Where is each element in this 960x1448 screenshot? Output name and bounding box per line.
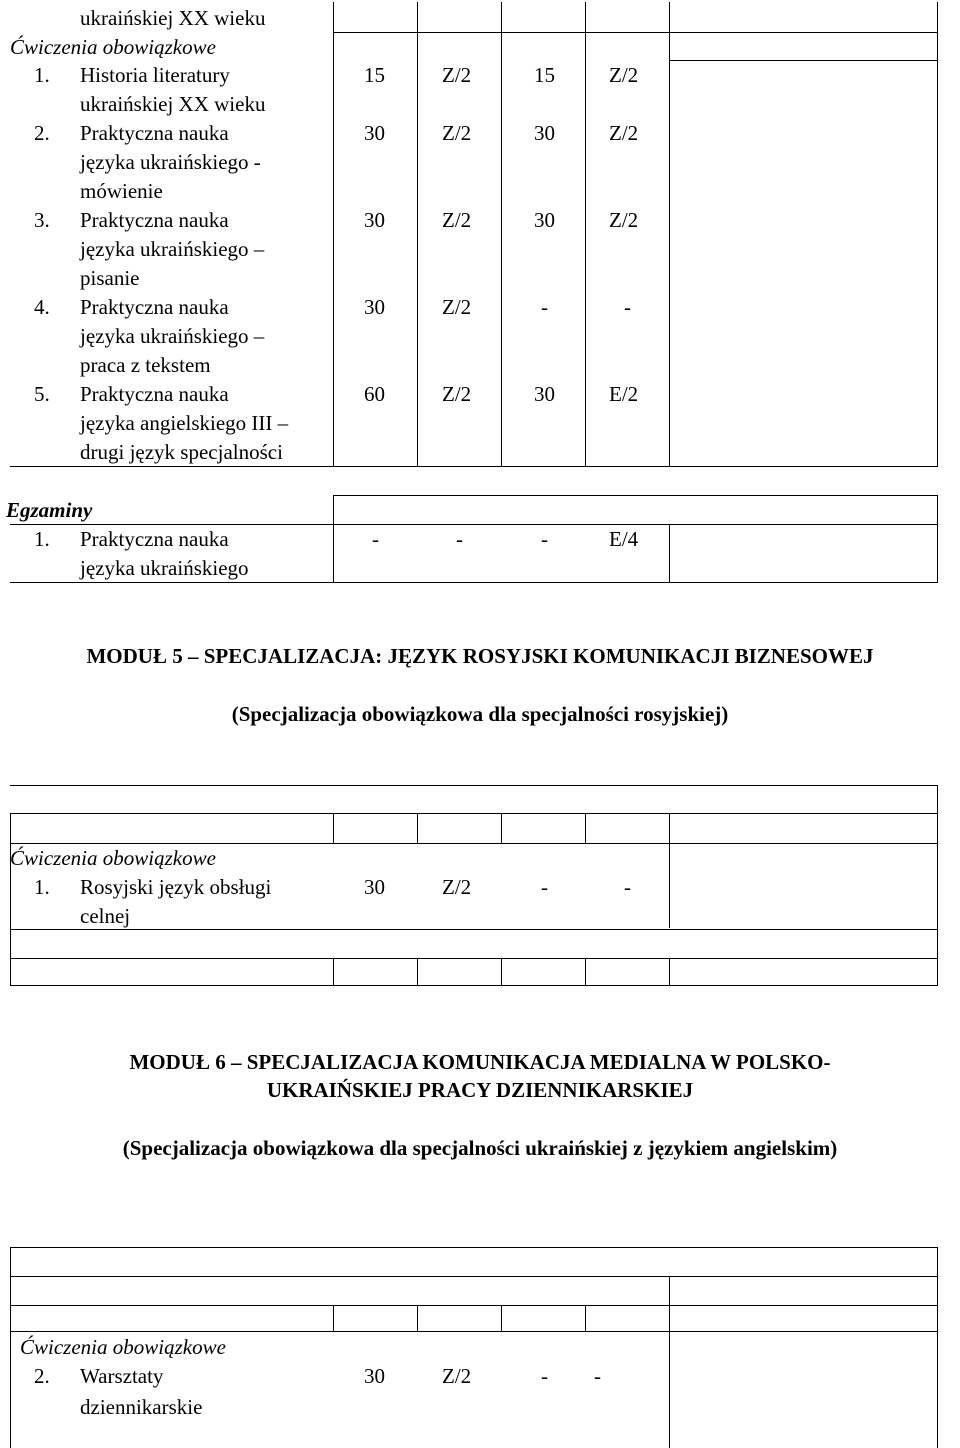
hours-cell: - bbox=[541, 1364, 548, 1388]
module-5-subtitle: (Specjalizacja obowiązkowa dla specjalności rosyjskiej) bbox=[231, 702, 729, 726]
course-name-line: drugi język specjalności bbox=[80, 440, 283, 464]
credit-cell: Z/2 bbox=[442, 382, 472, 406]
row-number: 4. bbox=[34, 295, 50, 319]
credit-cell: Z/2 bbox=[609, 63, 639, 87]
hours-cell: 30 bbox=[364, 208, 385, 232]
hours-cell: 30 bbox=[364, 1364, 385, 1388]
course-name-line: Praktyczna nauka bbox=[80, 382, 229, 406]
credit-cell: - bbox=[594, 1364, 601, 1388]
course-name-line: celnej bbox=[80, 904, 131, 928]
exercises-label: Ćwiczenia obowiązkowe bbox=[20, 1335, 226, 1359]
course-name-line: mówienie bbox=[80, 179, 163, 203]
exercises-label: Ćwiczenia obowiązkowe bbox=[10, 846, 216, 870]
course-name-line: Praktyczna nauka bbox=[80, 121, 229, 145]
hours-cell: 30 bbox=[534, 382, 555, 406]
hours-cell: 30 bbox=[364, 121, 385, 145]
continued-course-line: ukraińskiej XX wieku bbox=[80, 6, 266, 30]
course-name-line: języka ukraińskiego – bbox=[80, 324, 265, 348]
credit-cell: Z/2 bbox=[609, 208, 639, 232]
credit-cell: Z/2 bbox=[442, 121, 472, 145]
hours-cell: - bbox=[372, 527, 379, 551]
credit-cell: - bbox=[456, 527, 463, 551]
hours-cell: 15 bbox=[534, 63, 555, 87]
hours-cell: 30 bbox=[534, 208, 555, 232]
hours-cell: 15 bbox=[364, 63, 385, 87]
credit-cell: Z/2 bbox=[609, 121, 639, 145]
course-name-line: ukraińskiej XX wieku bbox=[80, 92, 266, 116]
hours-cell: - bbox=[541, 527, 548, 551]
course-name-line: Praktyczna nauka bbox=[80, 295, 229, 319]
credit-cell: Z/2 bbox=[442, 295, 472, 319]
hours-cell: 30 bbox=[364, 295, 385, 319]
module-5-title: MODUŁ 5 – SPECJALIZACJA: JĘZYK ROSYJSKI KOMUNIKACJI BIZNESOWEJ bbox=[86, 644, 874, 668]
course-name-line: pisanie bbox=[80, 266, 140, 290]
credit-cell: E/2 bbox=[609, 382, 639, 406]
credit-cell: - bbox=[624, 875, 631, 899]
course-name-line: Praktyczna nauka bbox=[80, 527, 229, 551]
exercises-label: Ćwiczenia obowiązkowe bbox=[10, 35, 216, 59]
course-name-line: języka angielskiego III – bbox=[80, 411, 289, 435]
row-number: 1. bbox=[34, 527, 50, 551]
course-name-line: języka ukraińskiego – bbox=[80, 237, 265, 261]
module-6-subtitle: (Specjalizacja obowiązkowa dla specjalności ukraińskiej z językiem angielskim) bbox=[122, 1136, 838, 1160]
row-number: 2. bbox=[34, 1364, 50, 1388]
row-number: 3. bbox=[34, 208, 50, 232]
exams-label: Egzaminy bbox=[6, 498, 93, 522]
course-name-line: dziennikarskie bbox=[80, 1395, 203, 1419]
credit-cell: Z/2 bbox=[442, 1364, 472, 1388]
course-name-line: języka ukraińskiego bbox=[80, 556, 249, 580]
row-number: 2. bbox=[34, 121, 50, 145]
module-6-title-line-2: UKRAIŃSKIEJ PRACY DZIENNIKARSKIEJ bbox=[266, 1078, 694, 1102]
hours-cell: - bbox=[541, 875, 548, 899]
credit-cell: - bbox=[624, 295, 631, 319]
course-name-line: Rosyjski język obsługi bbox=[80, 875, 272, 899]
course-name-line: Warsztaty bbox=[80, 1364, 164, 1388]
course-name-line: języka ukraińskiego - bbox=[80, 150, 261, 174]
row-number: 5. bbox=[34, 382, 50, 406]
row-number: 1. bbox=[34, 875, 50, 899]
course-name-line: Historia literatury bbox=[80, 63, 230, 87]
hours-cell: 30 bbox=[534, 121, 555, 145]
hours-cell: 30 bbox=[364, 875, 385, 899]
credit-cell: Z/2 bbox=[442, 63, 472, 87]
course-name-line: praca z tekstem bbox=[80, 353, 211, 377]
credit-cell: Z/2 bbox=[442, 208, 472, 232]
course-name-line: Praktyczna nauka bbox=[80, 208, 229, 232]
credit-cell: Z/2 bbox=[442, 875, 472, 899]
hours-cell: - bbox=[541, 295, 548, 319]
row-number: 1. bbox=[34, 63, 50, 87]
hours-cell: 60 bbox=[364, 382, 385, 406]
module-6-title-line-1: MODUŁ 6 – SPECJALIZACJA KOMUNIKACJA MEDIALNA W POLSKO- bbox=[129, 1050, 831, 1074]
credit-cell: E/4 bbox=[609, 527, 639, 551]
